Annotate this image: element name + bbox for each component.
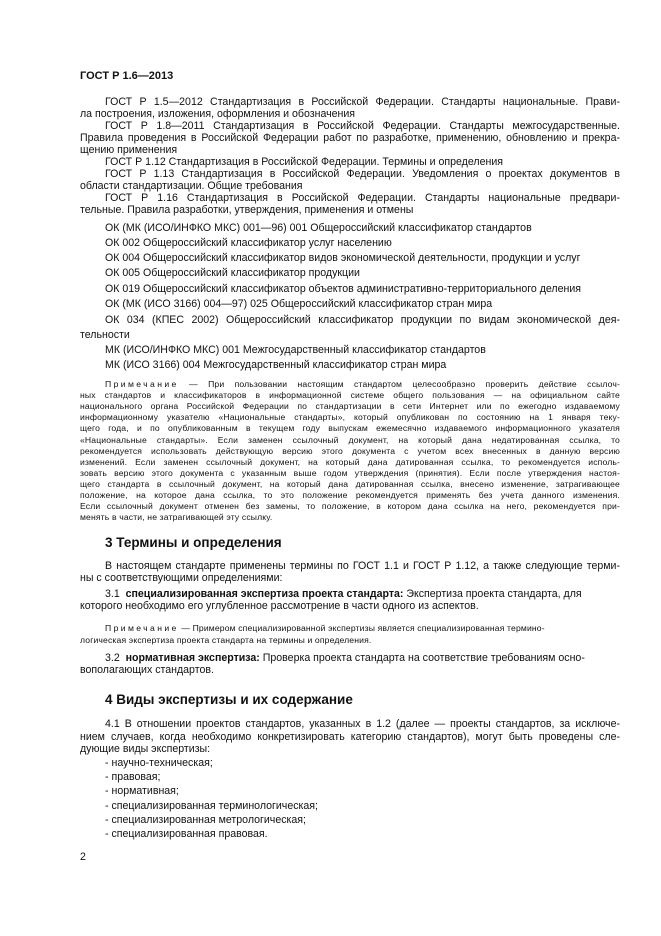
- reference-line: тельные. Правила разработки, утверждения, применения и отмены: [80, 204, 414, 216]
- reference-line: области стандартизации. Общие требования: [80, 180, 303, 192]
- note-line: информационному указателю «Национальные стандарты», который опубликован по состоянию на 1 января теку-: [80, 412, 620, 423]
- note-line: рекомендуется использовать действующую версию этого документа с учетом всех внесенных в данную версию: [80, 445, 620, 456]
- note-3-1: [105, 622, 620, 634]
- list-item: - специализированная терминологическая;: [105, 799, 318, 812]
- note-text: — Примером специализированной экспертизы является специализированная термино-: [178, 623, 545, 633]
- term-3-1-cont: которого необходимо его углубленное рассмотрение в части одного из аспектов.: [80, 600, 479, 612]
- reference-line: ГОСТ Р 1.5—2012 Стандартизация в Российской Федерации. Стандарты национальные. Прави-: [105, 96, 620, 108]
- term-definition: Проверка проекта стандарта на соответствие требованиям осно-: [259, 652, 585, 664]
- section-3-heading: 3 Термины и определения: [105, 535, 282, 550]
- term-name: нормативная экспертиза:: [125, 652, 260, 664]
- note-line: «Национальные стандарты». Если заменен ссылочный документ, на который дана недатированная ссылка, то: [80, 434, 620, 445]
- reference-line: Правила проведения в Российской Федерации работ по разработке, применению, обновлению и прекра-: [80, 132, 620, 144]
- note-line: зовать версию этого документа с указанным выше годом утверждения (принятия). Если после утверждения настоя-: [80, 467, 620, 478]
- classifier-line: ОК 002 Общероссийский классификатор услуг населению: [105, 237, 392, 249]
- term-definition: Экспертиза проекта стандарта, для: [403, 588, 582, 600]
- classifier-line: ОК 034 (КПЕС 2002) Общероссийский классификатор продукции по видам экономической дея-: [105, 314, 620, 326]
- classifier-line: ОК 019 Общероссийский классификатор объектов административно-территориального деления: [105, 283, 581, 295]
- classifier-line: МК (ИСО/ИНФКО МКС) 001 Межгосударственный классификатор стандартов: [105, 344, 486, 356]
- classifier-line: ОК (МК (ИСО 3166) 004—97) 025 Общероссийский классификатор стран мира: [105, 298, 493, 310]
- list-item: - научно-техническая;: [105, 757, 213, 769]
- running-header: ГОСТ Р 1.6—2013: [80, 70, 174, 82]
- term-3-1: [105, 588, 620, 600]
- term-3-2: [105, 652, 620, 664]
- note-label: Примечание: [105, 623, 179, 633]
- note-line: положение, на которое дана ссылка, то это положение рекомендуется применять без учета данного изменения.: [80, 490, 620, 500]
- reference-line: щению применения: [80, 144, 178, 156]
- reference-line: ГОСТ Р 1.16 Стандартизация в Российской Федерации. Стандарты национальные предвари-: [105, 192, 620, 204]
- paragraph-line: нием случаев, когда необходимо конкретизировать категорию стандартов), могут быть проведены сле-: [80, 731, 620, 743]
- reference-line: ГОСТ Р 1.12 Стандартизация в Российской Федерации. Термины и определения: [105, 156, 503, 168]
- term-name: специализированная экспертиза проекта стандарта:: [125, 588, 404, 600]
- classifier-line: ОК 005 Общероссийский классификатор продукции: [105, 267, 360, 279]
- note-line: ных стандартов и классификаторов в информационной системе общего пользования — на официальном сайте: [80, 390, 620, 401]
- note-line: щего стандарта в ссылочный документ, на который дана датированная ссылка, внесено изменение, затрагивающее: [80, 478, 620, 489]
- list-item: - правовая;: [105, 771, 161, 784]
- reference-line: ГОСТ Р 1.8—2011 Стандартизация в Российской Федерации. Стандарты межгосударственные.: [105, 120, 620, 132]
- term-number: 3.2: [105, 652, 120, 664]
- note-text: — При пользовании настоящим стандартом целесообразно проверить действие ссылоч-: [178, 379, 620, 389]
- reference-line: ГОСТ Р 1.13 Стандартизация в Российской Федерации. Уведомления о проектах документов в: [105, 168, 620, 180]
- paragraph-line: ны с соответствующими определениями:: [80, 572, 283, 584]
- paragraph-line: В настоящем стандарте применены термины по ГОСТ 1.1 и ГОСТ Р 1.12, а также следующие терми-: [105, 560, 620, 572]
- paragraph-line: 4.1 В отношении проектов стандартов, указанных в 1.2 (далее — проекты стандартов, за исключе-: [105, 718, 620, 730]
- classifier-line: ОК (МК (ИСО/ИНФКО МКС) 001—96) 001 Общероссийский классификатор стандартов: [105, 222, 532, 234]
- term-number: 3.1: [105, 588, 120, 600]
- list-item: - нормативная;: [105, 785, 179, 798]
- reference-line: ла построения, изложения, оформления и обозначения: [80, 108, 356, 120]
- term-3-2-cont: вополагающих стандартов.: [80, 664, 214, 676]
- list-item: - специализированная метрологическая;: [105, 813, 306, 826]
- classifier-line: МК (ИСО 3166) 004 Межгосударственный классификатор стран мира: [105, 359, 447, 371]
- classifier-line: ОК 004 Общероссийский классификатор видов экономической деятельности, продукции и услуг: [105, 252, 581, 264]
- section-4-heading: 4 Виды экспертизы и их содержание: [105, 692, 353, 707]
- note-line: менять в части, не затрагивающей эту ссылку.: [80, 512, 273, 523]
- note-label: Примечание: [105, 379, 179, 389]
- note-line: Если ссылочный документ отменен без замены, то положение, в котором дана ссылка на него, рекомендуется при-: [80, 501, 620, 512]
- classifier-line: тельности: [80, 329, 130, 341]
- note-3-1-cont: логическая экспертиза проекта стандарта на термины и определения.: [80, 635, 372, 645]
- paragraph-line: дующие виды экспертизы:: [80, 743, 211, 755]
- list-item: - специализированная правовая.: [105, 828, 268, 840]
- note-line: национального органа Российской Федерации по стандартизации в сети Интернет или по ежегодно издаваемому: [80, 401, 620, 412]
- page-number: 2: [80, 851, 86, 863]
- note-line: изменений. Если заменен ссылочный документ, на который дана датированная ссылка, то рекомендуется исполь-: [80, 456, 620, 467]
- note-line: щего года, и по опубликованным в текущем году выпускам ежемесячно издаваемого информационного указателя: [80, 423, 620, 434]
